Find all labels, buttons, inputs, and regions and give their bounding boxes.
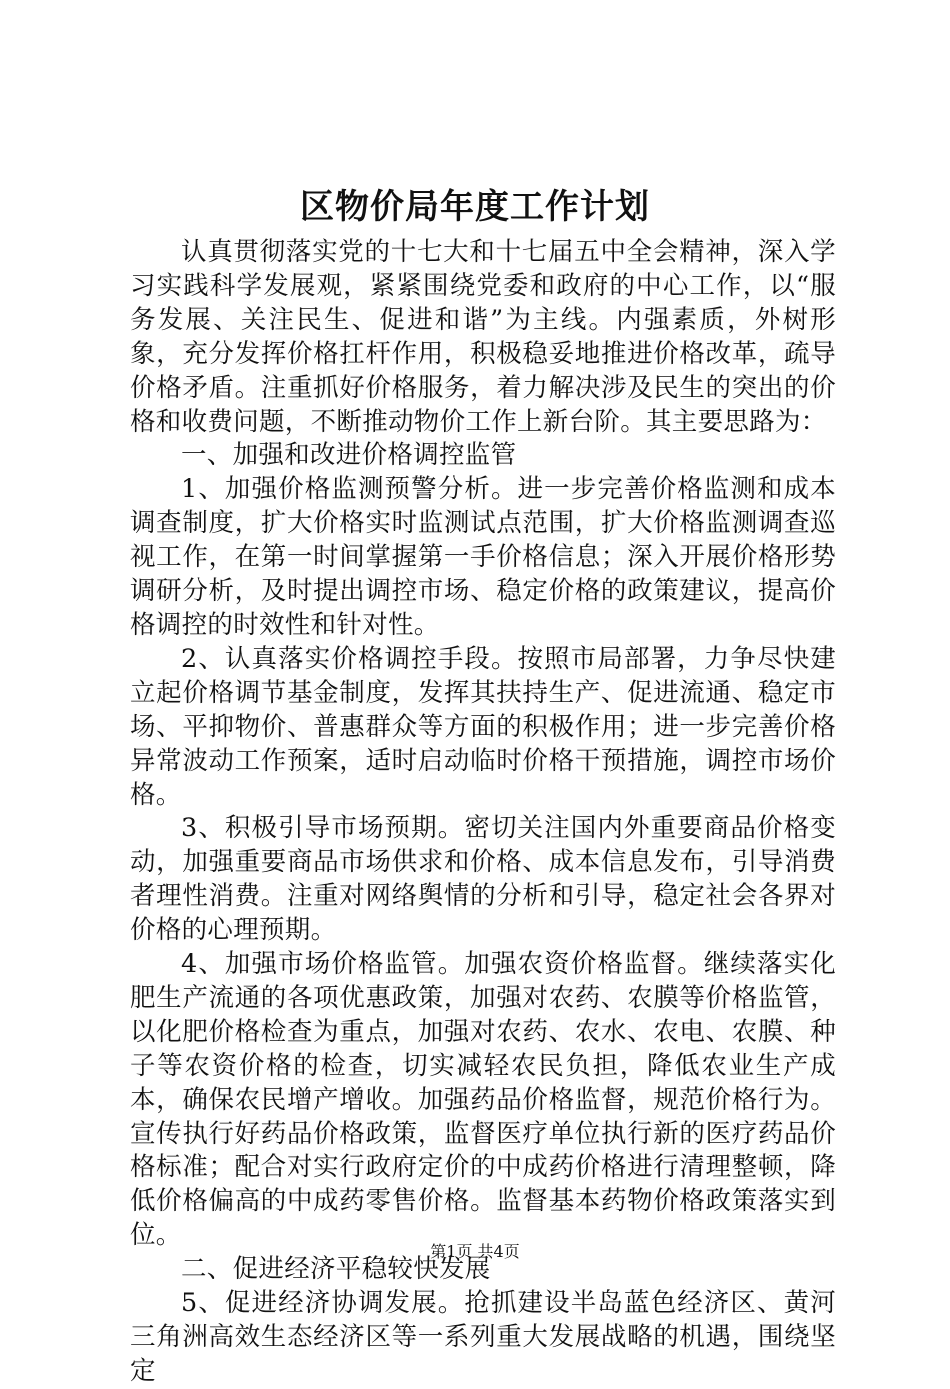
paragraph-item-4: 4、加强市场价格监管。加强农资价格监督。继续落实化肥生产流通的各项优惠政策，加强对农药、农膜等价格监管，以化肥价格检查为重点，加强对农药、农水、农电、农膜、种子等农资价格的检查，切实减轻农民负担，降低农业生产成本，确保农民增产增收。加强药品价格监督，规范价格行为。宣传执行好药品价格政策，监督医疗单位执行新的医疗药品价格标准；配合对实行政府定价的中成药价格进行清理整顿，降低价格偏高的中成药零售价格。监督基本药物价格政策落实到位。 bbox=[130, 949, 836, 1251]
document-title: 区物价局年度工作计划 bbox=[300, 187, 650, 227]
section-heading-1: 一、加强和改进价格调控监管 bbox=[181, 440, 517, 471]
document-body bbox=[130, 236, 836, 1389]
page-footer: 第1页 共4页 bbox=[430, 1242, 520, 1261]
paragraph-intro: 认真贯彻落实党的十七大和十七届五中全会精神，深入学习实践科学发展观，紧紧围绕党委和政府的中心工作，以“服务发展、关注民生、促进和谐”为主线。内强素质，外树形象，充分发挥价格扛杆作用，积极稳妥地推进价格改革，疏导价格矛盾。注重抓好价格服务，着力解决涉及民生的突出的价格和收费问题，不断推动物价工作上新台阶。其主要思路为： bbox=[130, 237, 836, 437]
paragraph-item-5: 5、促进经济协调发展。抢抓建设半岛蓝色经济区、黄河三角洲高效生态经济区等一系列重大发展战略的机遇，围绕坚定 bbox=[130, 1288, 836, 1386]
paragraph-item-3: 3、积极引导市场预期。密切关注国内外重要商品价格变动，加强重要商品市场供求和价格、成本信息发布，引导消费者理性消费。注重对网络舆情的分析和引导，稳定社会各界对价格的心理预期。 bbox=[130, 813, 836, 946]
paragraph-item-1: 1、加强价格监测预警分析。进一步完善价格监测和成本调查制度，扩大价格实时监测试点范围，扩大价格监测调查巡视工作，在第一时间掌握第一手价格信息；深入开展价格形势调研分析，及时提出调控市场、稳定价格的政策建议，提高价格调控的时效性和针对性。 bbox=[130, 474, 836, 640]
paragraph-item-2: 2、认真落实价格调控手段。按照市局部署，力争尽快建立起价格调节基金制度，发挥其扶持生产、促进流通、稳定市场、平抑物价、普惠群众等方面的积极作用；进一步完善价格异常波动工作预案，适时启动临时价格干预措施，调控市场价格。 bbox=[130, 643, 836, 810]
section-heading-2: 二、促进经济平稳较快发展 bbox=[181, 1254, 491, 1285]
